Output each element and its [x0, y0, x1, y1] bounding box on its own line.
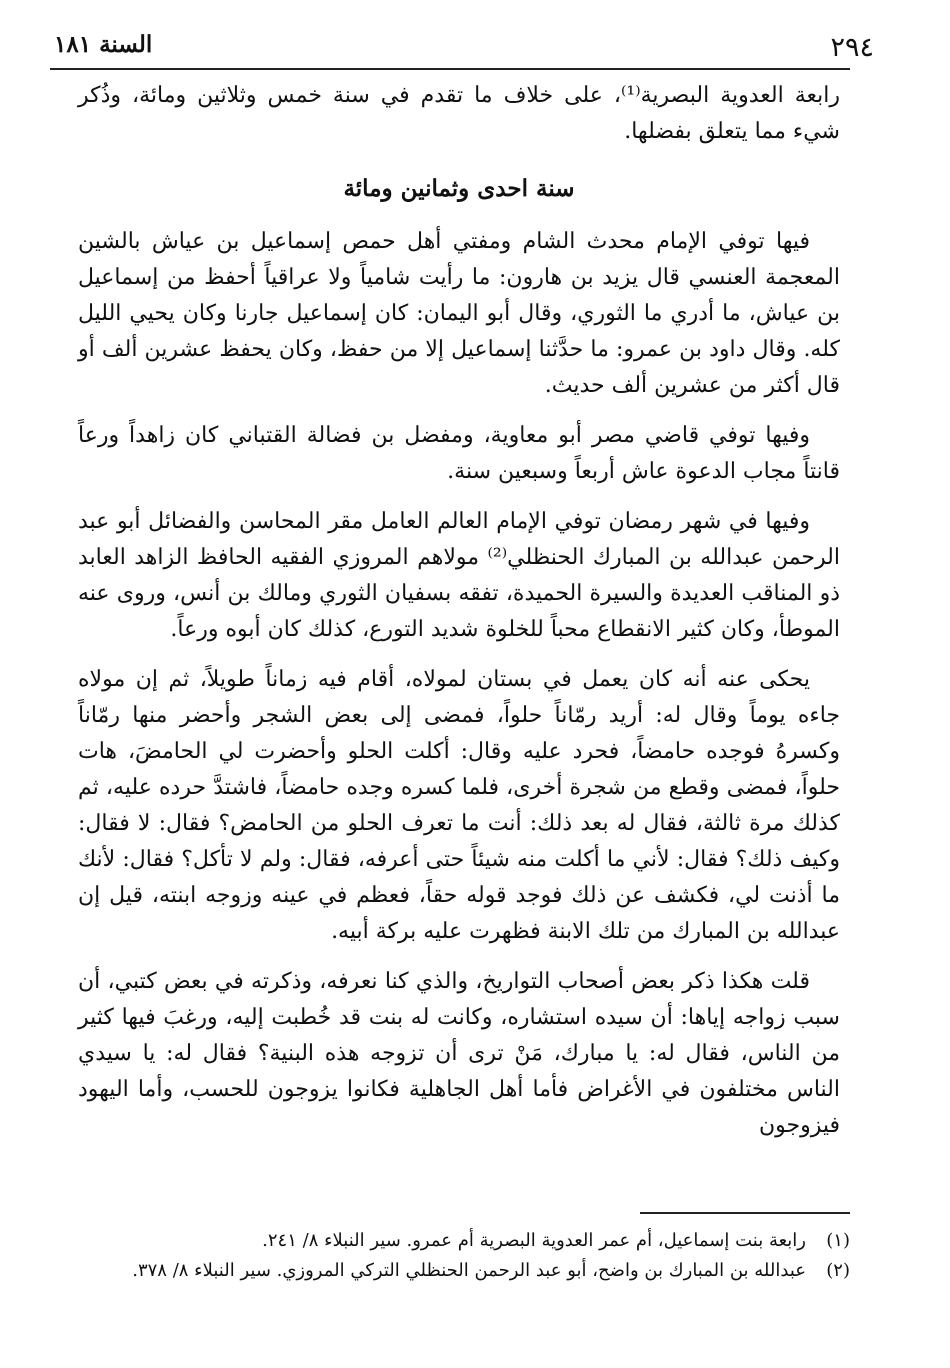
- footnotes: [78, 1226, 850, 1286]
- paragraph-continued: رابعة العدوية البصرية⁽¹⁾، على خلاف ما تقدم في سنة خمس وثلاثين ومائة، وذُكر شيء مما يتعلق بفضلها.: [78, 83, 840, 144]
- footnote-number: (١): [826, 1230, 850, 1251]
- paragraph-marriage-story: قلت هكذا ذكر بعض أصحاب التواريخ، والذي كنا نعرفه، وذكرته في بعض كتبي، أن سبب زواجه إياها: أن سيده استشاره، وكانت له بنت قد خُطبت إليه، ورغبَ فيها كثير من الناس، فقال له: يا مبارك، مَنْ ترى أن تزوجه هذه البنية؟ فقال له: يا سيدي الناس مختلفون في الأغراض فأما أهل الجاهلية فكانوا يزوجون للحسب، وأما اليهود فيزوجون: [78, 969, 840, 1138]
- paragraph-ismail-ibn-ayyash: فيها توفي الإمام محدث الشام ومفتي أهل حمص إسماعيل بن عياش بالشين المعجمة العنسي قال يزيد بن هارون: ما رأيت شامياً ولا عراقياً أحفظ من إسماعيل بن عياش، ما أدري ما الثوري، وقال أبو اليمان: كان إسماعيل جارنا وكان يحيي الليل كله. وقال داود بن عمرو: ما حدَّثنا إسماعيل إلا من حفظ، وكان يحفظ عشرين ألف أو قال أكثر من عشرين ألف حديث.: [78, 229, 840, 398]
- footnote-item: [78, 1226, 850, 1256]
- footnote-number: (٢): [826, 1260, 850, 1281]
- paragraph-pomegranate-story: يحكى عنه أنه كان يعمل في بستان لمولاه، أقام فيه زماناً طويلاً، ثم إن مولاه جاءه يوماً وقال له: أريد رمّاناً حلواً، فمضى إلى بعض الشجر وأحضر منها رمّاناً وكسرهُ فوجده حامضاً، فحرد عليه وقال: أكلت الحلو وأحضرت لي الحامضَ، هات حلواً، فمضى وقطع من شجرة أخرى، فلما كسره وجده حامضاً، فاشتدَّ حرده عليه، ثم كذلك مرة ثالثة، فقال له بعد ذلك: أنت ما تعرف الحلو من الحامض؟ فقال: لا فقال: وكيف ذلك؟ فقال: لأني ما أكلت منه شيئاً حتى أعرفه، فقال: ولم لا تأكل؟ فقال: لأنك ما أذنت لي، فكشف عن ذلك فوجد قوله حقاً، فعظم في عينه وزوجه ابنته، قيل إن عبدالله بن المبارك من تلك الابنة فظهرت عليه بركة أبيه.: [78, 667, 841, 944]
- footnote-rule: [640, 1212, 850, 1214]
- page-number: ٢٩٤: [830, 32, 874, 63]
- paragraph-ibn-al-mubarak: وفيها في شهر رمضان توفي الإمام العالم العامل مقر المحاسن والفضائل أبو عبد الرحمن عبدالله بن المبارك الحنظلي⁽²⁾ مولاهم المروزي الفقيه الحافظ الزاهد العابد ذو المناقب العديدة والسيرة الحميدة، تفقه بسفيان الثوري ومالك بن أنس، وروى عنه الموطأ، وكان كثير الانقطاع محباً للخلوة شديد التورع، كذلك كان أبوه ورعاً.: [78, 509, 840, 642]
- footnote-text: عبدالله بن المبارك بن واضح، أبو عبد الرحمن الحنظلي التركي المروزي. سير النبلاء ٨/ ٣٧٨.: [132, 1260, 806, 1281]
- running-title: السنة ١٨١: [54, 31, 153, 58]
- section-heading: سنة احدى وثمانين ومائة: [343, 175, 575, 202]
- body-text: [78, 78, 840, 1144]
- paragraph-mufaddal-ibn-fadala: وفيها توفي قاضي مصر أبو معاوية، ومفضل بن فضالة القتباني كان زاهداً ورعاً قانتاً مجاب الدعوة عاش أربعاً وسبعين سنة.: [78, 423, 840, 484]
- footnote-item: [78, 1256, 850, 1286]
- footnote-text: رابعة بنت إسماعيل، أم عمر العدوية البصرية أم عمرو. سير النبلاء ٨/ ٢٤١.: [262, 1230, 806, 1251]
- header-rule: [50, 68, 850, 70]
